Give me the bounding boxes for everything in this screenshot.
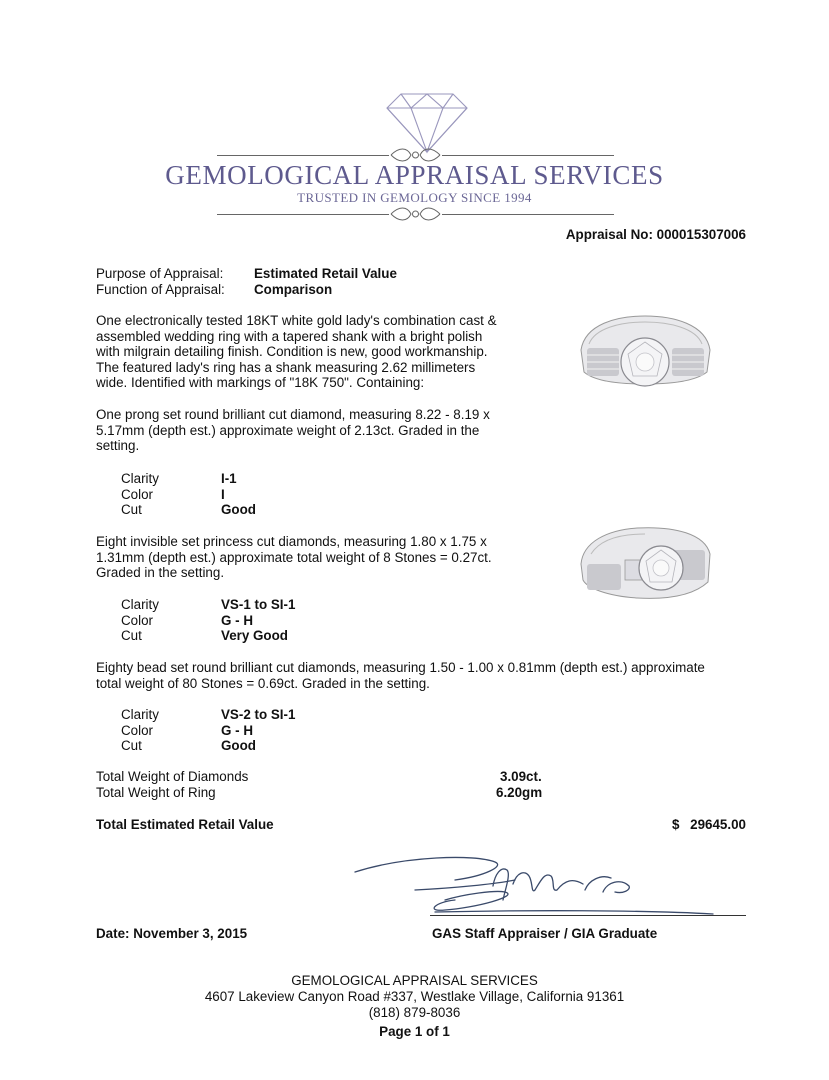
ring-description: One electronically tested 18KT white gold lady's combination cast & assembled wedding ring with a tapered shank with a bright polish with milgrain detailing finish. Condition is new, good workmanship. The featured lady's ring has a shank measuring 2.62 millimeters wide. Identified with markings of "18K 750". Containing:: [96, 313, 497, 391]
total-ring-value: 6.20gm: [496, 785, 543, 800]
header-rule-bottom-right: [442, 214, 614, 215]
header-rule-top-right: [442, 155, 614, 156]
appraisal-number: Appraisal No: 000015307006: [565, 227, 746, 242]
grade-label: Color: [121, 612, 153, 628]
ornament-icon: [389, 205, 442, 223]
grade-table: [121, 471, 256, 518]
function-row: [96, 282, 332, 297]
purpose-label: Purpose of Appraisal:: [96, 266, 224, 281]
grade-table: [121, 597, 295, 644]
grade-value: Good: [221, 502, 256, 518]
footer-address: 4607 Lakeview Canyon Road #337, Westlake Village, California 91361: [204, 989, 625, 1004]
grade-value: I: [221, 486, 225, 502]
total-retail-label: Total Estimated Retail Value: [96, 817, 274, 832]
header-rule-top-left: [217, 155, 389, 156]
grade-label: Cut: [121, 628, 142, 644]
signature-line: [430, 915, 746, 916]
diamond-icon: [385, 92, 469, 154]
grade-label: Clarity: [121, 707, 159, 722]
stone-description: Eighty bead set round brilliant cut diamonds, measuring 1.50 - 1.00 x 0.81mm (depth est.) approximate total weight of 80 Stones = 0.69ct. Graded in the setting.: [96, 660, 705, 691]
purpose-row: [96, 266, 397, 281]
grade-value: Good: [221, 738, 256, 754]
page-number: Page 1 of 1: [379, 1024, 450, 1039]
retail-currency: $: [672, 817, 680, 832]
function-label: Function of Appraisal:: [96, 282, 225, 297]
total-diamonds-label: Total Weight of Diamonds: [96, 769, 249, 784]
ring-photo-front: [577, 314, 714, 400]
appraiser-title: GAS Staff Appraiser / GIA Graduate: [432, 926, 658, 941]
grade-label: Clarity: [121, 597, 159, 612]
grade-label: Color: [121, 486, 153, 502]
function-value: Comparison: [254, 282, 333, 297]
grade-value: I-1: [221, 471, 237, 486]
total-retail-value: 29645.00: [690, 817, 746, 832]
grade-table: [121, 707, 295, 754]
header-rule-bottom-left: [217, 214, 389, 215]
footer-company: GEMOLOGICAL APPRAISAL SERVICES: [291, 973, 538, 988]
grade-value: G - H: [221, 612, 253, 628]
grade-label: Color: [121, 722, 153, 738]
company-name: GEMOLOGICAL APPRAISAL SERVICES: [165, 160, 664, 190]
grade-value: VS-1 to SI-1: [221, 597, 296, 612]
ring-photo-angle: [577, 524, 714, 610]
grade-value: Very Good: [221, 628, 288, 644]
total-diamonds-value: 3.09ct.: [500, 769, 542, 784]
grade-value: G - H: [221, 722, 253, 738]
total-ring-label: Total Weight of Ring: [96, 785, 216, 800]
footer-phone: (818) 879-8036: [368, 1005, 461, 1020]
stone-description: One prong set round brilliant cut diamond, measuring 8.22 - 8.19 x 5.17mm (depth est.) approximate weight of 2.13ct. Graded in the setting.: [96, 407, 490, 454]
grade-value: VS-2 to SI-1: [221, 707, 296, 722]
stone-description: Eight invisible set princess cut diamonds, measuring 1.80 x 1.75 x 1.31mm (depth est.) approximate total weight of 8 Stones = 0.27ct. Graded in the setting.: [96, 534, 492, 581]
grade-label: Cut: [121, 738, 142, 754]
appraisal-date: Date: November 3, 2015: [96, 926, 248, 941]
grade-label: Clarity: [121, 471, 159, 486]
company-tagline: TRUSTED IN GEMOLOGY SINCE 1994: [297, 190, 532, 205]
grade-label: Cut: [121, 502, 142, 518]
purpose-value: Estimated Retail Value: [254, 266, 397, 281]
